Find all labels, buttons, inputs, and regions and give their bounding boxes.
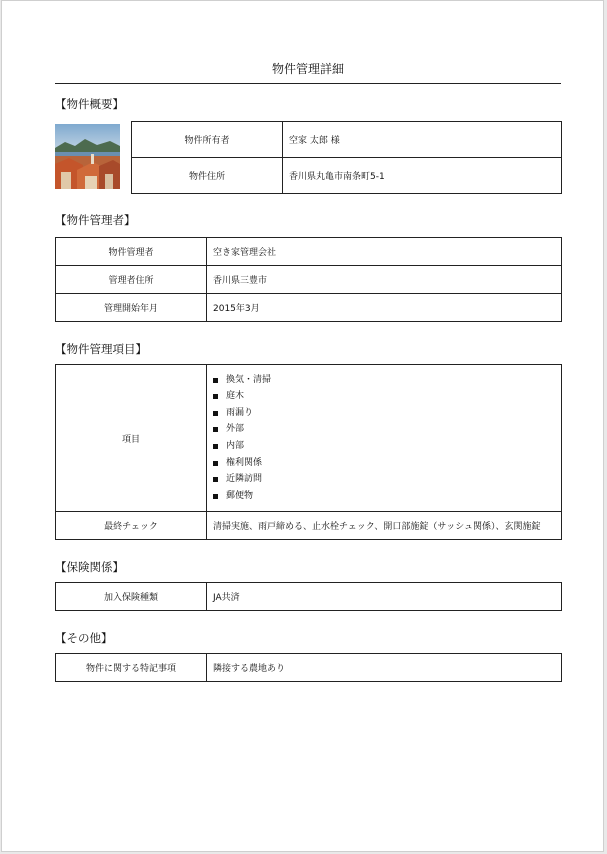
management-items-table	[55, 364, 562, 540]
table-row	[56, 512, 562, 540]
insurance-type-label: 加入保険種類	[56, 583, 207, 611]
items-cell	[207, 365, 562, 512]
list-item: 雨漏り	[213, 405, 555, 422]
last-check-label: 最終チェック	[56, 512, 207, 540]
items-list	[213, 372, 555, 505]
manager-label: 物件管理者	[56, 238, 207, 266]
property-photo-image	[55, 124, 120, 189]
bullet-icon	[213, 444, 218, 449]
owner-label: 物件所有者	[132, 122, 283, 158]
start-date-label: 管理開始年月	[56, 294, 207, 322]
table-row	[56, 238, 562, 266]
bullet-icon	[213, 411, 218, 416]
start-date-value: 2015年3月	[207, 294, 562, 322]
other-table	[55, 653, 562, 682]
table-row	[56, 654, 562, 682]
bullet-icon	[213, 427, 218, 432]
insurance-type-value: JA共済	[207, 583, 562, 611]
manager-value: 空き家管理会社	[207, 238, 562, 266]
last-check-value: 清掃実施、雨戸締める、止水栓チェック、開口部施錠（サッシュ関係）、玄関施錠	[207, 512, 562, 540]
list-item: 郵便物	[213, 488, 555, 505]
list-item: 内部	[213, 438, 555, 455]
items-label: 項目	[56, 365, 207, 512]
list-item: 近隣訪問	[213, 471, 555, 488]
owner-value: 空家 太郎 様	[283, 122, 562, 158]
bullet-icon	[213, 477, 218, 482]
bullet-icon	[213, 394, 218, 399]
section-heading-manager: 【物件管理者】	[55, 213, 136, 227]
table-row	[56, 365, 562, 512]
document-page	[1, 0, 604, 852]
address-value: 香川県丸亀市南条町5-1	[283, 158, 562, 194]
special-notes-value: 隣接する農地あり	[207, 654, 562, 682]
table-row	[132, 122, 562, 158]
table-row	[56, 583, 562, 611]
manager-address-value: 香川県三豊市	[207, 266, 562, 294]
manager-table	[55, 237, 562, 322]
bullet-icon	[213, 494, 218, 499]
address-label: 物件住所	[132, 158, 283, 194]
list-item: 庭木	[213, 388, 555, 405]
table-row	[56, 266, 562, 294]
bullet-icon	[213, 378, 218, 383]
bullet-icon	[213, 461, 218, 466]
manager-address-label: 管理者住所	[56, 266, 207, 294]
insurance-table	[55, 582, 562, 611]
section-heading-management-items: 【物件管理項目】	[55, 342, 147, 356]
overview-table	[131, 121, 562, 194]
property-photo	[55, 124, 120, 189]
list-item: 換気・清掃	[213, 372, 555, 389]
list-item: 権利関係	[213, 455, 555, 472]
section-heading-other: 【その他】	[55, 631, 113, 645]
table-row	[132, 158, 562, 194]
section-heading-overview: 【物件概要】	[55, 97, 124, 111]
list-item: 外部	[213, 421, 555, 438]
table-row	[56, 294, 562, 322]
special-notes-label: 物件に関する特記事項	[56, 654, 207, 682]
title-underline	[55, 83, 561, 84]
document-title: 物件管理詳細	[271, 62, 344, 76]
section-heading-insurance: 【保険関係】	[55, 560, 124, 574]
